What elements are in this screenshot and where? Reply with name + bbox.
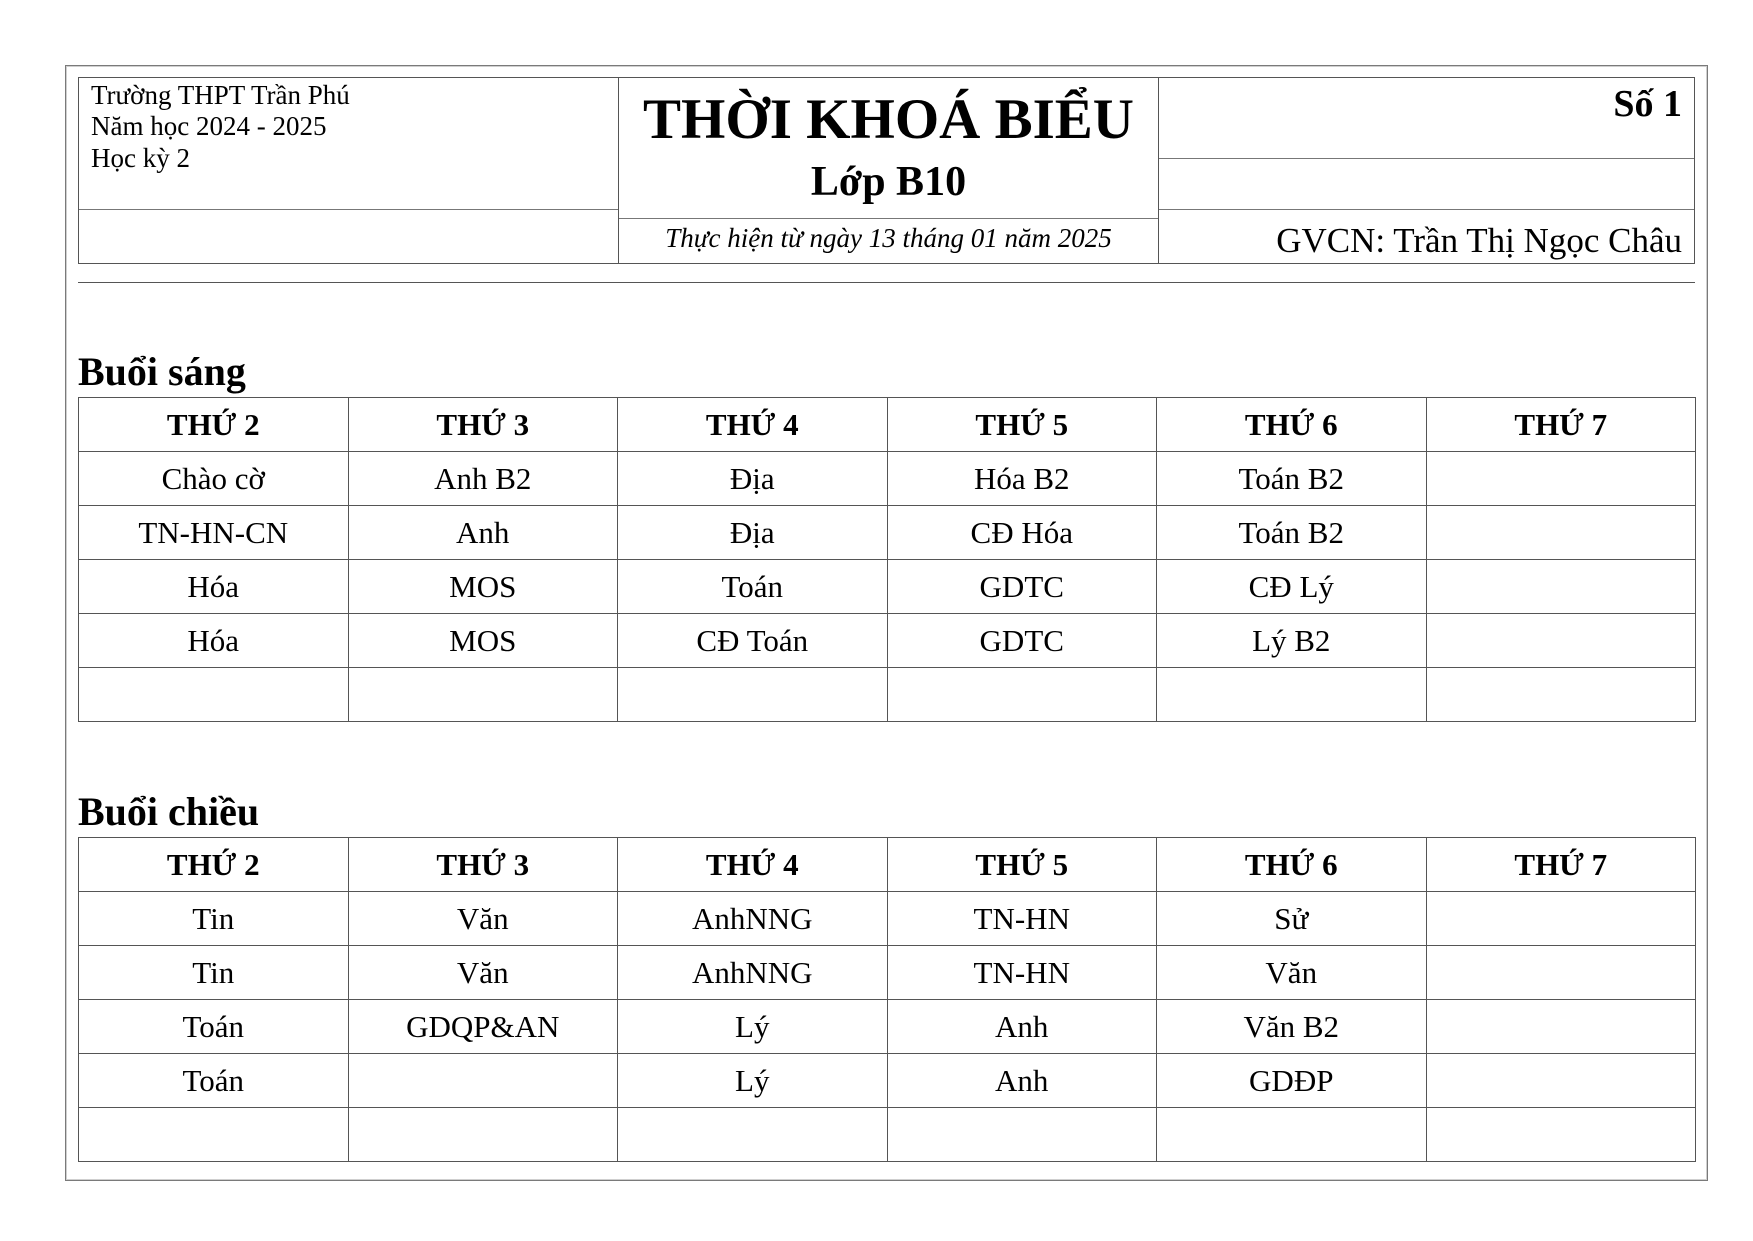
subject-cell — [887, 1108, 1157, 1162]
subject-cell: TN-HN — [887, 946, 1157, 1000]
table-row — [79, 946, 1696, 1000]
title-block — [619, 78, 1159, 263]
subject-cell — [1157, 1108, 1427, 1162]
subject-cell: Chào cờ — [79, 452, 349, 506]
subject-cell — [1426, 892, 1696, 946]
subject-cell: Văn B2 — [1157, 1000, 1427, 1054]
subject-cell — [79, 1108, 349, 1162]
table-header-row — [79, 838, 1696, 892]
subject-cell: Tin — [79, 946, 349, 1000]
subject-cell: Anh — [887, 1054, 1157, 1108]
day-header: THỨ 2 — [79, 838, 349, 892]
table-row — [79, 668, 1696, 722]
subject-cell: Toán B2 — [1157, 452, 1427, 506]
subject-cell — [618, 1108, 888, 1162]
table-row — [79, 452, 1696, 506]
subject-cell: GDQP&AN — [348, 1000, 618, 1054]
table-row — [79, 1000, 1696, 1054]
subject-cell — [348, 1108, 618, 1162]
day-header: THỨ 6 — [1157, 398, 1427, 452]
table-row — [79, 506, 1696, 560]
subject-cell: Hóa — [79, 614, 349, 668]
school-info — [79, 78, 619, 263]
class-name: Lớp B10 — [810, 159, 967, 205]
day-header: THỨ 7 — [1426, 838, 1696, 892]
subject-cell: Tin — [79, 892, 349, 946]
subject-cell: AnhNNG — [618, 946, 888, 1000]
subject-cell — [1426, 1054, 1696, 1108]
subject-cell — [1426, 1000, 1696, 1054]
header-divider — [1159, 209, 1694, 210]
day-header: THỨ 6 — [1157, 838, 1427, 892]
subject-cell — [348, 1054, 618, 1108]
subject-cell: Địa — [618, 452, 888, 506]
subject-cell — [348, 668, 618, 722]
subject-cell: Văn — [1157, 946, 1427, 1000]
subject-cell — [1426, 452, 1696, 506]
afternoon-schedule-table — [78, 837, 1696, 1162]
subject-cell: Toán — [79, 1000, 349, 1054]
subject-cell — [1426, 1108, 1696, 1162]
school-name: Trường THPT Trần Phú — [91, 80, 350, 110]
subject-cell: GDĐP — [1157, 1054, 1427, 1108]
subject-cell: TN-HN-CN — [79, 506, 349, 560]
afternoon-title: Buổi chiều — [78, 789, 260, 834]
subject-cell: Anh — [348, 506, 618, 560]
subject-cell: Toán — [618, 560, 888, 614]
homeroom-teacher: GVCN: Trần Thị Ngọc Châu — [1276, 221, 1682, 260]
subject-cell — [1426, 668, 1696, 722]
schedule-number: Số 1 — [1613, 83, 1682, 125]
subject-cell — [1426, 560, 1696, 614]
table-header-row — [79, 398, 1696, 452]
effective-date: Thực hiện từ ngày 13 tháng 01 năm 2025 — [665, 223, 1112, 253]
subject-cell: CĐ Toán — [618, 614, 888, 668]
day-header: THỨ 3 — [348, 838, 618, 892]
subject-cell: CĐ Hóa — [887, 506, 1157, 560]
day-header: THỨ 4 — [618, 398, 888, 452]
table-row — [79, 1108, 1696, 1162]
subject-cell: Hóa — [79, 560, 349, 614]
day-header: THỨ 5 — [887, 398, 1157, 452]
day-header: THỨ 7 — [1426, 398, 1696, 452]
table-row — [79, 614, 1696, 668]
subject-cell: Lý — [618, 1000, 888, 1054]
schedule-header — [78, 77, 1695, 264]
subject-cell — [618, 668, 888, 722]
morning-title: Buổi sáng — [78, 349, 246, 394]
subject-cell: Anh — [887, 1000, 1157, 1054]
subject-cell: CĐ Lý — [1157, 560, 1427, 614]
table-row — [79, 560, 1696, 614]
table-row — [79, 1054, 1696, 1108]
subject-cell: Văn — [348, 946, 618, 1000]
subject-cell — [1157, 668, 1427, 722]
subject-cell: Lý B2 — [1157, 614, 1427, 668]
separator-line — [78, 282, 1695, 283]
day-header: THỨ 3 — [348, 398, 618, 452]
day-header: THỨ 5 — [887, 838, 1157, 892]
subject-cell: Hóa B2 — [887, 452, 1157, 506]
subject-cell: Toán B2 — [1157, 506, 1427, 560]
morning-schedule-table — [78, 397, 1696, 722]
subject-cell — [1426, 614, 1696, 668]
subject-cell: Sử — [1157, 892, 1427, 946]
school-year: Năm học 2024 - 2025 — [91, 111, 327, 141]
page-title: THỜI KHOÁ BIỂU — [643, 88, 1134, 151]
subject-cell: GDTC — [887, 560, 1157, 614]
day-header: THỨ 4 — [618, 838, 888, 892]
table-row — [79, 892, 1696, 946]
subject-cell: Địa — [618, 506, 888, 560]
subject-cell — [79, 668, 349, 722]
header-divider — [1159, 158, 1694, 159]
header-divider — [79, 209, 618, 210]
subject-cell: Lý — [618, 1054, 888, 1108]
subject-cell: Anh B2 — [348, 452, 618, 506]
subject-cell: Văn — [348, 892, 618, 946]
meta-block — [1159, 78, 1694, 263]
subject-cell: AnhNNG — [618, 892, 888, 946]
subject-cell: Toán — [79, 1054, 349, 1108]
header-divider — [619, 218, 1158, 219]
subject-cell: MOS — [348, 614, 618, 668]
subject-cell: GDTC — [887, 614, 1157, 668]
subject-cell: MOS — [348, 560, 618, 614]
subject-cell — [1426, 506, 1696, 560]
subject-cell: TN-HN — [887, 892, 1157, 946]
subject-cell — [1426, 946, 1696, 1000]
subject-cell — [887, 668, 1157, 722]
school-term: Học kỳ 2 — [91, 143, 190, 173]
day-header: THỨ 2 — [79, 398, 349, 452]
